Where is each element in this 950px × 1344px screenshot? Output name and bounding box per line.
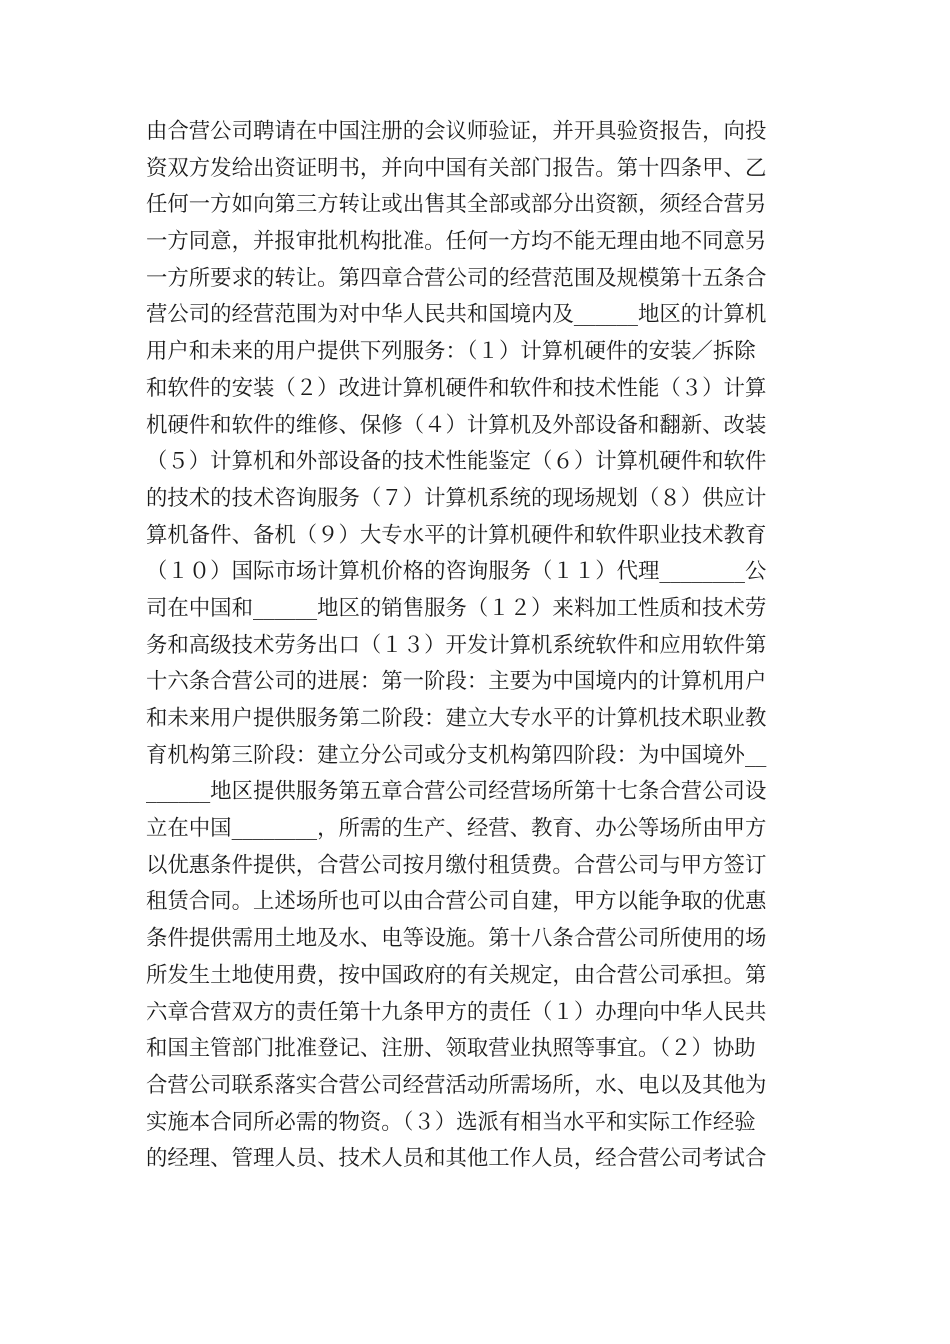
text-line: 实施本合同所必需的物资。（３）选派有相当水平和实际工作经验 [146, 1109, 756, 1135]
text-line: 和未来用户提供服务第二阶段：建立大专水平的计算机技术职业教 [146, 706, 767, 731]
contract-body-text [146, 114, 816, 1178]
text-line: 务和高级技术劳务出口（１３）开发计算机系统软件和应用软件第 [146, 632, 767, 658]
text-line: 六章合营双方的责任第十九条甲方的责任（１）办理向中华人民共 [146, 999, 767, 1025]
text-line: （５）计算机和外部设备的技术性能鉴定（６）计算机硬件和软件 [146, 449, 767, 475]
text-line: 一方所要求的转让。第四章合营公司的经营范围及规模第十五条合 [146, 265, 767, 291]
text-line: 用户和未来的用户提供下列服务：（１）计算机硬件的安装／拆除 [146, 339, 756, 365]
text-line: 所发生土地使用费，按中国政府的有关规定，由合营公司承担。第 [146, 962, 767, 988]
text-line: 资双方发给出资证明书，并向中国有关部门报告。第十四条甲、乙 [146, 155, 767, 181]
text-line: 由合营公司聘请在中国注册的会议师验证，并开具验资报告，向投 [146, 119, 767, 144]
text-line: 租赁合同。上述场所也可以由合营公司自建，甲方以能争取的优惠 [146, 889, 767, 915]
text-line: （１０）国际市场计算机价格的咨询服务（１１）代理________公 [146, 559, 767, 585]
text-line: 的经理、管理人员、技术人员和其他工作人员，经合营公司考试合 [146, 1146, 767, 1172]
text-line: 十六条合营公司的进展：第一阶段：主要为中国境内的计算机用户 [146, 669, 767, 695]
text-line: 营公司的经营范围为对中华人民共和国境内及______地区的计算机 [146, 302, 767, 328]
text-line: ______地区提供服务第五章合营公司经营场所第十七条合营公司设 [146, 779, 767, 805]
text-line: 和国主管部门批准登记、注册、领取营业执照等事宜。（２）协助 [146, 1036, 756, 1062]
text-line: 的技术的技术咨询服务（７）计算机系统的现场规划（８）供应计 [146, 485, 767, 511]
text-line: 条件提供需用土地及水、电等设施。第十八条合营公司所使用的场 [146, 926, 767, 952]
text-line: 算机备件、备机（９）大专水平的计算机硬件和软件职业技术教育 [146, 522, 767, 548]
text-line: 以优惠条件提供，合营公司按月缴付租赁费。合营公司与甲方签订 [146, 852, 767, 878]
text-line: 合营公司联系落实合营公司经营活动所需场所，水、电以及其他为 [146, 1072, 767, 1098]
text-line: 任何一方如向第三方转让或出售其全部或部分出资额，须经合营另 [146, 192, 767, 218]
text-line: 司在中国和______地区的销售服务（１２）来料加工性质和技术劳 [146, 595, 767, 621]
text-line: 和软件的安装（２）改进计算机硬件和软件和技术性能（３）计算 [146, 375, 767, 401]
text-line: 育机构第三阶段：建立分公司或分支机构第四阶段：为中国境外__ [146, 742, 767, 768]
text-line: 机硬件和软件的维修、保修（４）计算机及外部设备和翻新、改装 [146, 412, 767, 438]
text-line: 立在中国________，所需的生产、经营、教育、办公等场所由甲方 [146, 816, 767, 842]
text-line: 一方同意，并报审批机构批准。任何一方均不能无理由地不同意另 [146, 229, 767, 255]
